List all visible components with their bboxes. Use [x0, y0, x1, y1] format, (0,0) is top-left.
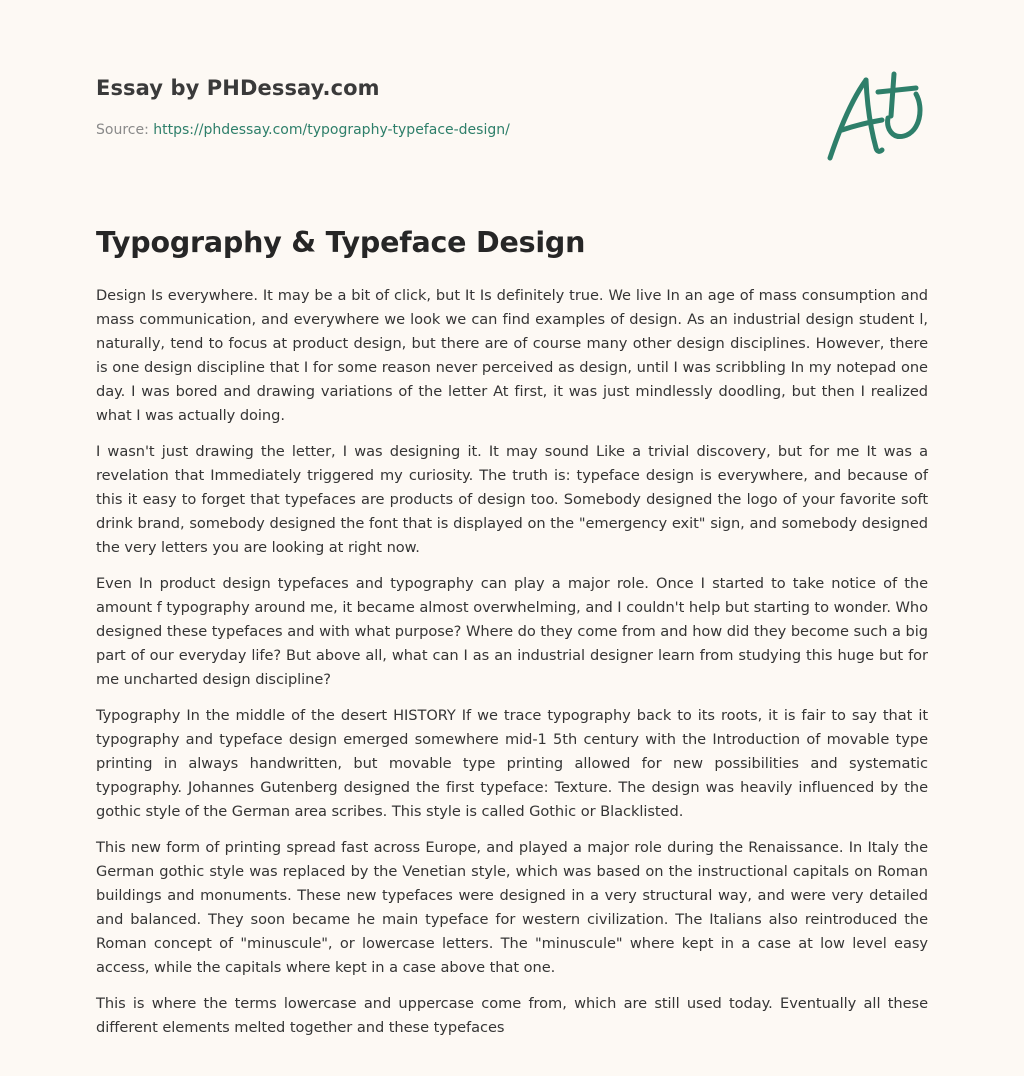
paragraph: This is where the terms lowercase and uppercase come from, which are still used today. Eventually all these different elements melted together and these typefaces: [96, 995, 928, 1036]
article-title: Typography & Typeface Design: [96, 226, 586, 259]
source-label: Source:: [96, 122, 154, 138]
a-plus-grade-icon: [820, 64, 930, 168]
paragraph: This new form of printing spread fast across Europe, and played a major role during the Renaissance. In Italy the German gothic style was replaced by the Venetian style, which was based on the instructional capitals on Roman buildings and monuments. These new typefaces were designed in a very structural way, and were very detailed and balanced. They soon became he main typeface for western civilization. The Italians also reintroduced the Roman concept of "minuscule", or lowercase letters. The "minuscule" where kept in a case at low level easy access, while the capitals where kept in a case above that one.: [96, 839, 928, 976]
source-link[interactable]: https://phdessay.com/typography-typeface-design/: [153, 122, 510, 138]
paragraph: Even In product design typefaces and typography can play a major role. Once I started to take notice of the amount f typography around me, it became almost overwhelming, and I couldn't help but starting to wonder. Who designed these typefaces and with what purpose? Where do they come from and how did they become such a big part of our everyday life? But above all, what can I as an industrial designer learn from studying this huge but for me uncharted design discipline?: [96, 575, 928, 688]
paragraph: Design Is everywhere. It may be a bit of click, but It Is definitely true. We live In an age of mass consumption and mass communication, and everywhere we look we can find examples of design. As an industrial design student l, naturally, tend to focus at product design, but there are of course many other design disciplines. However, there is one design discipline that I for some reason never perceived as design, until I was scribbling In my notepad one day. I was bored and drawing variations of the letter At first, it was just mindlessly doodling, but then I realized what I was actually doing.: [96, 287, 928, 424]
paragraph: Typography In the middle of the desert HISTORY If we trace typography back to its roots, it is fair to say that it typography and typeface design emerged somewhere mid-1 5th century with the Introduction of movable type printing in always handwritten, but movable type printing allowed for new possibilities and systematic typography. Johannes Gutenberg designed the first typeface: Texture. The design was heavily influenced by the gothic style of the German area scribes. This style is called Gothic or Blacklisted.: [96, 707, 928, 820]
brand-title: Essay by PHDessay.com: [96, 76, 380, 100]
article-body: [96, 284, 928, 1052]
source-line: [96, 122, 796, 138]
paragraph: I wasn't just drawing the letter, I was designing it. It may sound Like a trivial discovery, but for me It was a revelation that Immediately triggered my curiosity. The truth is: typeface design is everywhere, and because of this it easy to forget that typefaces are products of design too. Somebody designed the logo of your favorite soft drink brand, somebody designed the font that is displayed on the "emergency exit" sign, and somebody designed the very letters you are looking at right now.: [96, 443, 928, 556]
page-header: [96, 76, 796, 138]
